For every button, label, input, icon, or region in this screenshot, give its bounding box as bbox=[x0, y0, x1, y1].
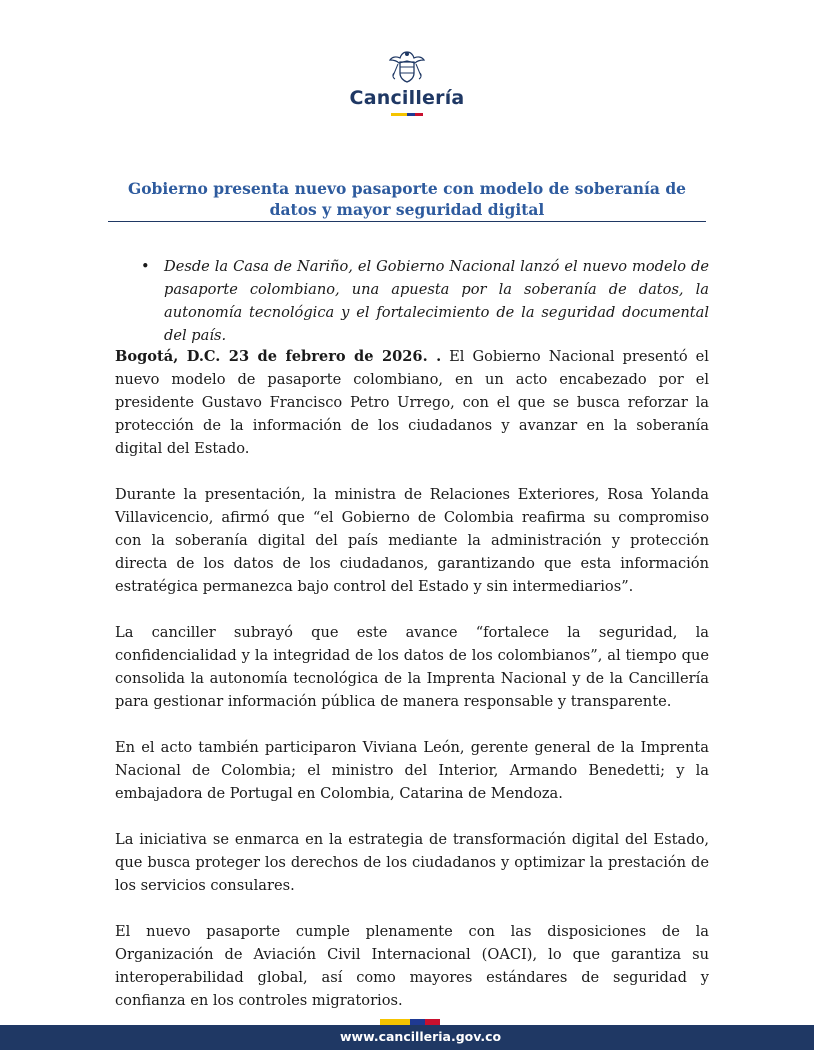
paragraph-5: La iniciativa se enmarca en la estrategia de transformación digital del Estado, que busca proteger los derechos de los ciudadanos y optimizar la prestación de los servicios consulares. bbox=[115, 831, 709, 894]
paragraph-1 bbox=[115, 345, 709, 460]
title-divider bbox=[108, 221, 706, 222]
press-release-title: Gobierno presenta nuevo pasaporte con modelo de soberanía de datos y mayor seguridad digital bbox=[127, 179, 687, 219]
press-release-body bbox=[115, 345, 709, 1012]
website-link[interactable]: www.cancilleria.gov.co bbox=[340, 1029, 502, 1044]
coat-of-arms-icon bbox=[387, 46, 427, 86]
paragraph-6: El nuevo pasaporte cumple plenamente con las disposiciones de la Organización de Aviación Civil Internacional (OACI), lo que garantiza su interoperabilidad global, así como mayores estándares de seguridad y confianza en los controles migratorios. bbox=[115, 923, 709, 1009]
dateline: Bogotá, D.C. 23 de febrero de 2026. . bbox=[115, 348, 442, 365]
flag-stripe bbox=[391, 113, 423, 116]
highlight-item bbox=[115, 255, 709, 347]
brand-name: Cancillería bbox=[349, 87, 465, 109]
paragraph-1-text: El Gobierno Nacional presentó el nuevo modelo de pasaporte colombiano, en un acto encabezado por el presidente Gustavo Francisco Petro Urrego, con el que se busca reforzar la protección de la información de los ciudadanos y avanzar en la soberanía digital del Estado. bbox=[115, 348, 709, 457]
paragraph-2: Durante la presentación, la ministra de Relaciones Exteriores, Rosa Yolanda Villavicencio, afirmó que “el Gobierno de Colombia reafirma su compromiso con la soberanía digital del país mediante la administración y protección directa de los datos de los ciudadanos, garantizando que esta información estratégica permanezca bajo control del Estado y sin intermediarios”. bbox=[115, 486, 709, 595]
bullet-marker: • bbox=[141, 258, 150, 275]
footer-flag-stripe bbox=[380, 1019, 440, 1025]
letterhead bbox=[0, 46, 814, 116]
highlight-text: Desde la Casa de Nariño, el Gobierno Nacional lanzó el nuevo modelo de pasaporte colombiano, una apuesta por la soberanía de datos, la autonomía tecnológica y el fortalecimiento de la seguridad documental del país. bbox=[164, 258, 709, 344]
highlights-list bbox=[115, 255, 709, 347]
paragraph-4: En el acto también participaron Viviana León, gerente general de la Imprenta Nacional de Colombia; el ministro del Interior, Armando Benedetti; y la embajadora de Portugal en Colombia, Catarina de Mendoza. bbox=[115, 739, 709, 802]
paragraph-3: La canciller subrayó que este avance “fortalece la seguridad, la confidencialidad y la integridad de los datos de los colombianos”, al tiempo que consolida la autonomía tecnológica de la Imprenta Nacional y de la Cancillería para gestionar información pública de manera responsable y transparente. bbox=[115, 624, 709, 710]
footer-bar bbox=[0, 1025, 814, 1050]
